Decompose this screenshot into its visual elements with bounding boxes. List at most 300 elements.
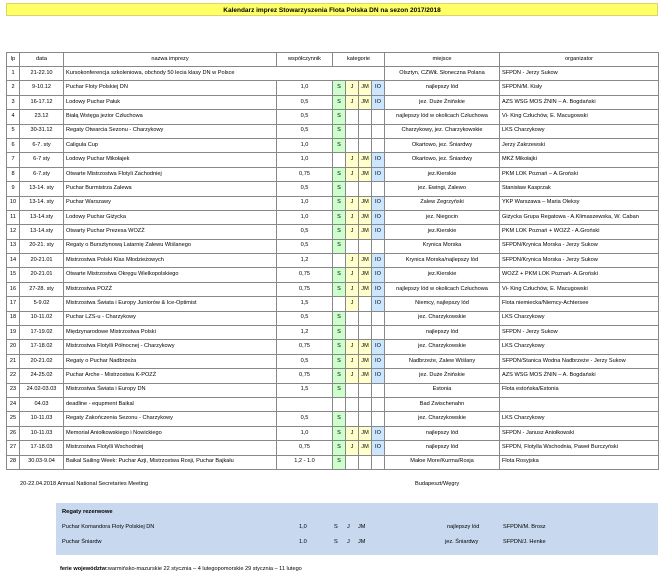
- row-cat-io: IO: [372, 81, 385, 95]
- reserve-section: [56, 503, 658, 555]
- row-lp: 26: [7, 426, 20, 440]
- row-date: 23.12: [20, 110, 64, 124]
- row-cat-s: S: [333, 412, 346, 426]
- row-date: 10-11.03: [20, 412, 64, 426]
- row-place: Małoe More/Kurma/Rosja: [385, 455, 500, 469]
- row-coefficient: 1,5: [277, 297, 333, 311]
- row-name: Regaty Zakończenia Sezonu - Charzykowy: [64, 412, 277, 426]
- row-date: 24.02-03.03: [20, 383, 64, 397]
- row-cat-jm: JM: [359, 369, 372, 383]
- row-organizer: AZS WSG MOS ŻNIN – A. Bogdański: [500, 95, 659, 109]
- row-cat-j: [346, 124, 359, 138]
- row-coefficient: 1,0: [277, 210, 333, 224]
- row-lp: 20: [7, 340, 20, 354]
- row-cat-j: J: [346, 95, 359, 109]
- row-organizer: SFPDN - Jerzy Sukow: [500, 67, 659, 81]
- row-coefficient: 0,75: [277, 268, 333, 282]
- row-organizer: SFPDN/Krynica Morska - Jerzy Sukow: [500, 254, 659, 268]
- row-coefficient: 1,0: [277, 196, 333, 210]
- reserve-header: Regaty rezerwowe: [62, 509, 113, 515]
- row-date: 10-11.03: [20, 426, 64, 440]
- row-cat-io: [372, 412, 385, 426]
- table-row: [7, 311, 659, 325]
- row-lp: 9: [7, 182, 20, 196]
- row-name: Lodowy Puchar Pałuk: [64, 95, 277, 109]
- row-cat-jm: [359, 297, 372, 311]
- row-date: 6-7 sty: [20, 153, 64, 167]
- reserve-place: najlepszy lód: [447, 524, 480, 530]
- row-organizer: SFPDN - Janusz Aniołkowski: [500, 426, 659, 440]
- row-place: Bad Zwischenahn: [385, 397, 500, 411]
- row-organizer: LKS Charzykowy: [500, 340, 659, 354]
- row-cat-j: J: [346, 196, 359, 210]
- row-lp: 16: [7, 282, 20, 296]
- row-place: najlepszy lód: [385, 441, 500, 455]
- row-place: najlepszy lód w okolicach Człuchowa: [385, 282, 500, 296]
- row-organizer: Vi- King Człuchów, E. Macugowski: [500, 110, 659, 124]
- row-cat-s: S: [333, 268, 346, 282]
- row-name: Międzynarodowe Mistrzostwa Polski: [64, 326, 277, 340]
- row-organizer: PKM LOK Poznań + WOZŻ - A.Groński: [500, 225, 659, 239]
- row-place: jez. Duże Żnińskie: [385, 369, 500, 383]
- row-cat-j: J: [346, 268, 359, 282]
- row-cat-s: S: [333, 124, 346, 138]
- row-organizer: Flota estońska/Estonia: [500, 383, 659, 397]
- row-coefficient: 0,5: [277, 354, 333, 368]
- row-coefficient: 1,2 - 1.0: [277, 455, 333, 469]
- row-cat-s: S: [333, 95, 346, 109]
- row-cat-j: [346, 239, 359, 253]
- row-name: Otwarte Mistrzostwa Flotyli Zachodniej: [64, 167, 277, 181]
- row-cat-s: S: [333, 326, 346, 340]
- row-cat-s: S: [333, 311, 346, 325]
- row-date: 24-25.02: [20, 369, 64, 383]
- row-place: jez. Ewingi, Zalewo: [385, 182, 500, 196]
- row-name: Puchar Arche - Mistrzostwa K-POZŻ: [64, 369, 277, 383]
- row-cat-j: J: [346, 167, 359, 181]
- row-name: Mistrzostwa Polski Klas Młodzieżowych: [64, 254, 277, 268]
- reserve-org: SFPDN/J. Henke: [503, 539, 546, 545]
- table-row: [7, 239, 659, 253]
- row-name: Mistrzostwa POZŻ: [64, 282, 277, 296]
- reserve-cat-j: J: [347, 524, 350, 530]
- row-date: 20-21.01: [20, 254, 64, 268]
- row-name: Regaty o Puchar Nadbrzeża: [64, 354, 277, 368]
- row-lp: 5: [7, 124, 20, 138]
- row-name: Regaty o Bursztynową Latarnię Zalewu Wiślanego: [64, 239, 277, 253]
- header-kategorie: kategorie: [333, 53, 385, 67]
- row-cat-j: [346, 455, 359, 469]
- table-row: [7, 254, 659, 268]
- row-cat-s: S: [333, 81, 346, 95]
- table-row: [7, 397, 659, 411]
- row-lp: 8: [7, 167, 20, 181]
- row-date: 17-19.02: [20, 326, 64, 340]
- row-cat-s: S: [333, 340, 346, 354]
- row-place: najlepszy lód w okolicach Człuchowa: [385, 110, 500, 124]
- row-name: Caligula Cup: [64, 138, 277, 152]
- row-date: 5-9.02: [20, 297, 64, 311]
- table-header-row: [7, 53, 659, 67]
- row-cat-io: IO: [372, 340, 385, 354]
- row-cat-s: S: [333, 110, 346, 124]
- row-name: Mistrzostwa Świata i Europy DN: [64, 383, 277, 397]
- row-name: Baikal Sailing Week: Puchar Azji, Mistrzostwa Rosji, Puchar Bajkału: [64, 455, 277, 469]
- table-row: [7, 81, 659, 95]
- row-cat-jm: JM: [359, 225, 372, 239]
- header-lp: lp: [7, 53, 20, 67]
- row-date: 13-14.sty: [20, 225, 64, 239]
- row-coefficient: 1,0: [277, 138, 333, 152]
- row-cat-s: S: [333, 455, 346, 469]
- row-lp: 27: [7, 441, 20, 455]
- row-organizer: SFPDN/M. Kisły: [500, 81, 659, 95]
- row-lp: 28: [7, 455, 20, 469]
- row-cat-io: [372, 383, 385, 397]
- row-lp: 17: [7, 297, 20, 311]
- row-cat-io: IO: [372, 354, 385, 368]
- row-coefficient: 1,0: [277, 153, 333, 167]
- footer-note: [60, 566, 302, 572]
- header-organizator: organizator: [500, 53, 659, 67]
- row-name: Lodowy Puchar Giżycka: [64, 210, 277, 224]
- row-lp: 3: [7, 95, 20, 109]
- row-place: jez. Charzykowskie: [385, 340, 500, 354]
- row-cat-jm: JM: [359, 426, 372, 440]
- row-cat-j: J: [346, 441, 359, 455]
- row-coefficient: 1,2: [277, 254, 333, 268]
- row-cat-s: S: [333, 282, 346, 296]
- footer-text2: pomorskie 29 stycznia – 11 lutego: [217, 566, 302, 572]
- row-cat-io: IO: [372, 297, 385, 311]
- row-cat-s: S: [333, 225, 346, 239]
- row-cat-jm: [359, 311, 372, 325]
- row-organizer: [500, 397, 659, 411]
- row-organizer: MKŻ Mikołajki: [500, 153, 659, 167]
- row-date: 17-18.03: [20, 441, 64, 455]
- row-place: jez.Kierskie: [385, 225, 500, 239]
- row-place: jez. Niegocin: [385, 210, 500, 224]
- row-cat-jm: [359, 138, 372, 152]
- table-row: [7, 383, 659, 397]
- table-row: [7, 268, 659, 282]
- row-lp: 12: [7, 225, 20, 239]
- row-cat-s: S: [333, 138, 346, 152]
- table-row: [7, 95, 659, 109]
- row-date: 6-7. sty: [20, 138, 64, 152]
- row-cat-j: J: [346, 369, 359, 383]
- row-place: jez. Duże Żnińskie: [385, 95, 500, 109]
- row-cat-jm: [359, 383, 372, 397]
- reserve-name: Puchar Komandora Floty Polskiej DN: [62, 524, 155, 530]
- row-date: 30-31.12: [20, 124, 64, 138]
- row-place: najlepszy lód: [385, 426, 500, 440]
- row-coefficient: 1,5: [277, 383, 333, 397]
- row-cat-s: [333, 153, 346, 167]
- row-cat-io: [372, 326, 385, 340]
- row-cat-s: S: [333, 167, 346, 181]
- row-date: 30.03-9.04: [20, 455, 64, 469]
- table-row: [7, 196, 659, 210]
- row-lp: 10: [7, 196, 20, 210]
- row-organizer: SFPDN, Flotylla Wschodnia, Paweł Burczyński: [500, 441, 659, 455]
- row-coefficient: 0,75: [277, 441, 333, 455]
- row-place: Estonia: [385, 383, 500, 397]
- row-cat-s: [333, 397, 346, 411]
- row-name: Mistrzostwa Świata i Europy Juniorów & Ice-Optimist: [64, 297, 277, 311]
- row-cat-s: S: [333, 239, 346, 253]
- row-name: deadline - equpment Baikal: [64, 397, 277, 411]
- reserve-cat-jm: JM: [358, 524, 366, 530]
- row-cat-s: S: [333, 196, 346, 210]
- row-cat-j: [346, 138, 359, 152]
- row-cat-s: S: [333, 369, 346, 383]
- row-cat-io: [372, 182, 385, 196]
- row-coefficient: 1,0: [277, 81, 333, 95]
- row-cat-j: J: [346, 426, 359, 440]
- reserve-name: Puchar Śniardw: [62, 539, 102, 545]
- row-cat-j: J: [346, 153, 359, 167]
- row-cat-jm: JM: [359, 153, 372, 167]
- row-place: Okartowo, jez. Śniardwy: [385, 138, 500, 152]
- table-row: [7, 426, 659, 440]
- table-row: [7, 354, 659, 368]
- row-date: 20-21.02: [20, 354, 64, 368]
- row-lp: 24: [7, 397, 20, 411]
- row-coefficient: 0,5: [277, 182, 333, 196]
- row-cat-j: J: [346, 225, 359, 239]
- row-lp: 2: [7, 81, 20, 95]
- footer-label: ferie województw:: [60, 566, 108, 572]
- row-name: Mistrzostwa Flotylli Wschodniej: [64, 441, 277, 455]
- reserve-cat-j: J: [347, 539, 350, 545]
- table-row: [7, 110, 659, 124]
- row-cat-io: IO: [372, 426, 385, 440]
- header-wspolczynnik: współczynnik: [277, 53, 333, 67]
- row-cat-jm: JM: [359, 196, 372, 210]
- row-place: jez. Charzykowskie: [385, 311, 500, 325]
- row-cat-j: J: [346, 282, 359, 296]
- row-cat-jm: JM: [359, 210, 372, 224]
- row-lp: 7: [7, 153, 20, 167]
- row-organizer: LKS Charzykowy: [500, 412, 659, 426]
- row-cat-io: IO: [372, 196, 385, 210]
- row-name: Puchar Burmistrza Zalewa: [64, 182, 277, 196]
- row-cat-j: [346, 110, 359, 124]
- reserve-coef: 1,0: [299, 524, 307, 530]
- row-lp: 23: [7, 383, 20, 397]
- row-cat-jm: JM: [359, 268, 372, 282]
- row-cat-io: IO: [372, 167, 385, 181]
- row-cat-jm: JM: [359, 441, 372, 455]
- row-cat-jm: JM: [359, 340, 372, 354]
- row-cat-jm: [359, 182, 372, 196]
- row-cat-j: J: [346, 81, 359, 95]
- row-lp: 6: [7, 138, 20, 152]
- reserve-place: jez. Śniardwy: [445, 539, 479, 545]
- row-cat-io: IO: [372, 95, 385, 109]
- row-coefficient: 0,5: [277, 95, 333, 109]
- row-lp: 18: [7, 311, 20, 325]
- row-organizer: LKS Charzykowy: [500, 124, 659, 138]
- row-cat-io: [372, 311, 385, 325]
- row-cat-jm: JM: [359, 81, 372, 95]
- row-coefficient: 1,2: [277, 326, 333, 340]
- row-date: 20-21.01: [20, 268, 64, 282]
- row-cat-jm: JM: [359, 354, 372, 368]
- table-row: [7, 326, 659, 340]
- row-cat-jm: [359, 326, 372, 340]
- table-row: [7, 210, 659, 224]
- meeting-name: Annual National Secretaries Meeting: [57, 481, 149, 487]
- row-cat-s: S: [333, 441, 346, 455]
- row-place: najlepszy lód: [385, 81, 500, 95]
- row-name: Puchar Floty Polskiej DN: [64, 81, 277, 95]
- row-organizer: PKM LOK Poznań – A.Groński: [500, 167, 659, 181]
- row-place: jez. Charzykowskie: [385, 412, 500, 426]
- row-date: 10-11.02: [20, 311, 64, 325]
- table-row: [7, 67, 659, 81]
- row-cat-io: IO: [372, 254, 385, 268]
- row-coefficient: 0,75: [277, 369, 333, 383]
- row-organizer: Vi- King Człuchów, E. Macugowski: [500, 282, 659, 296]
- row-cat-jm: [359, 412, 372, 426]
- table-row: [7, 441, 659, 455]
- row-lp: 22: [7, 369, 20, 383]
- row-place: Krynica Morska/najlepszy lód: [385, 254, 500, 268]
- row-cat-jm: JM: [359, 282, 372, 296]
- row-cat-j: [346, 412, 359, 426]
- row-date: 04.03: [20, 397, 64, 411]
- row-lp: 21: [7, 354, 20, 368]
- meeting-place: Budapeszt/Węgry: [415, 481, 460, 487]
- row-place: Krynica Morska: [385, 239, 500, 253]
- row-cat-jm: JM: [359, 167, 372, 181]
- row-date: 20-21. sty: [20, 239, 64, 253]
- table-row: [7, 153, 659, 167]
- row-organizer: LKS Charzykowy: [500, 311, 659, 325]
- row-cat-j: [346, 383, 359, 397]
- row-lp: 25: [7, 412, 20, 426]
- row-name: Memoriał Aniołkowskiego i Nowickiego: [64, 426, 277, 440]
- row-coefficient: 0,75: [277, 167, 333, 181]
- row-organizer: SFPDN/Krynica Morska - Jerzy Sukow: [500, 239, 659, 253]
- row-coefficient: [277, 397, 333, 411]
- row-cat-j: J: [346, 354, 359, 368]
- row-coefficient: 0,5: [277, 239, 333, 253]
- row-place: Okartowo, jez. Śniardwy: [385, 153, 500, 167]
- header-data: data: [20, 53, 64, 67]
- row-cat-j: J: [346, 254, 359, 268]
- row-cat-jm: [359, 239, 372, 253]
- row-cat-s: S: [333, 383, 346, 397]
- row-cat-s: S: [333, 182, 346, 196]
- row-lp: 15: [7, 268, 20, 282]
- row-coefficient: 1,0: [277, 426, 333, 440]
- table-row: [7, 455, 659, 469]
- row-coefficient: 0,5: [277, 225, 333, 239]
- row-cat-jm: JM: [359, 95, 372, 109]
- row-cat-j: [346, 311, 359, 325]
- row-date: 13-14. sty: [20, 182, 64, 196]
- row-cat-io: IO: [372, 441, 385, 455]
- row-cat-j: [346, 326, 359, 340]
- table-row: [7, 412, 659, 426]
- row-cat-jm: [359, 110, 372, 124]
- reserve-coef: 1.0: [299, 539, 307, 545]
- row-organizer: WOZŻ + PKM LOK Poznań- A.Groński: [500, 268, 659, 282]
- row-organizer: YKP Warszawa – Maria Oleksy: [500, 196, 659, 210]
- row-coefficient: 0,5: [277, 110, 333, 124]
- row-lp: 13: [7, 239, 20, 253]
- reserve-row: [56, 520, 658, 534]
- row-name: Lodowy Puchar Mikołajek: [64, 153, 277, 167]
- reserve-cat-jm: JM: [358, 539, 366, 545]
- row-cat-jm: JM: [359, 254, 372, 268]
- row-organizer: Giżycka Grupa Regatowa - A.Klimaszewska, W. Caban: [500, 210, 659, 224]
- row-date: 16-17.12: [20, 95, 64, 109]
- table-row: [7, 282, 659, 296]
- row-place: Charzykowy, jez. Charzykowskie: [385, 124, 500, 138]
- row-lp: 1: [7, 67, 20, 81]
- row-place: Niemcy, najlepszy lód: [385, 297, 500, 311]
- meeting-line: [20, 481, 460, 487]
- row-lp: 19: [7, 326, 20, 340]
- row-organizer: SFPDN/Stanica Wodna Nadbrzeże - Jerzy Sukow: [500, 354, 659, 368]
- row-organizer: Flota Rosyjska: [500, 455, 659, 469]
- table-body: [7, 67, 659, 470]
- header-miejsce: miejsce: [385, 53, 500, 67]
- row-cat-io: [372, 110, 385, 124]
- row-cat-j: [346, 182, 359, 196]
- row-date: 27-28. sty: [20, 282, 64, 296]
- row-date: 13-14. sty: [20, 196, 64, 210]
- row-cat-io: [372, 138, 385, 152]
- table-row: [7, 225, 659, 239]
- table-row: [7, 167, 659, 181]
- row-coefficient: 0,5: [277, 412, 333, 426]
- row-name: Puchar LZS-u - Charzykowy: [64, 311, 277, 325]
- row-date: 13-14.sty: [20, 210, 64, 224]
- row-lp: 4: [7, 110, 20, 124]
- row-place: Nadbrzeże, Zalew Wiślany: [385, 354, 500, 368]
- row-date: 17-18.02: [20, 340, 64, 354]
- row-name: Puchar Warszawy: [64, 196, 277, 210]
- reserve-org: SFPDN/M. Brosz: [503, 524, 546, 530]
- row-cat-s: [333, 254, 346, 268]
- row-date: 6-7.sty: [20, 167, 64, 181]
- row-cat-jm: [359, 397, 372, 411]
- row-organizer: Flota niemiecka/Niemcy-Achtersee: [500, 297, 659, 311]
- row-cat-io: IO: [372, 210, 385, 224]
- row-cat-s: S: [333, 354, 346, 368]
- row-cat-io: [372, 239, 385, 253]
- table-row: [7, 297, 659, 311]
- row-cat-io: IO: [372, 369, 385, 383]
- row-coefficient: 0,75: [277, 340, 333, 354]
- reserve-cat-s: S: [334, 524, 338, 530]
- row-coefficient: 0,5: [277, 311, 333, 325]
- header-nazwa: nazwa imprezy: [64, 53, 277, 67]
- reserve-row: [56, 535, 658, 549]
- row-cat-j: J: [346, 340, 359, 354]
- row-cat-s: S: [333, 426, 346, 440]
- row-place: jez.Kierskie: [385, 167, 500, 181]
- meeting-date: 20-22.04.2018: [20, 481, 57, 487]
- row-organizer: Stanisław Kasprzak: [500, 182, 659, 196]
- row-cat-io: IO: [372, 268, 385, 282]
- row-coefficient: 0,75: [277, 282, 333, 296]
